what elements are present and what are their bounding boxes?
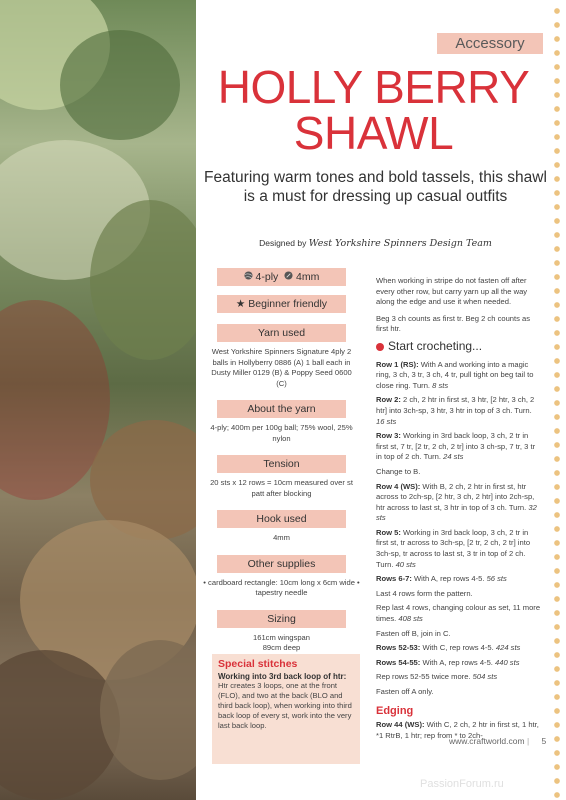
- row-text: With A, rep rows 4-5.: [413, 574, 487, 584]
- row-text: Working in 3rd back loop, 3 ch, 2 tr in first st, 7 tr, [2 tr, 2 ch, 2 tr] into 3 ch-sp, 7 tr, 3 tr in top of 2 ch. Turn.: [376, 431, 536, 462]
- section-label-tension: Tension: [217, 455, 346, 473]
- pattern-row: [376, 431, 541, 463]
- row-stitch-count: 32 sts: [376, 502, 537, 523]
- page-title: [201, 61, 546, 159]
- row-stitch-count: 16 sts: [376, 416, 397, 426]
- row-label: Rows 54-55:: [376, 657, 423, 667]
- special-heading: Special stitches: [218, 658, 298, 670]
- ply-value: 4-ply: [255, 271, 279, 283]
- row-text: Rep rows 52-55 twice more.: [376, 672, 473, 682]
- pattern-row: [376, 658, 541, 669]
- bullet-icon: [376, 343, 384, 351]
- row-label: Row 44 (WS):: [376, 720, 427, 730]
- level-pill: [217, 295, 346, 313]
- row-stitch-count: 40 sts: [395, 559, 416, 569]
- pattern-row: [376, 643, 541, 654]
- row-stitch-count: 440 sts: [495, 657, 520, 667]
- row-label: Rows 52-53:: [376, 643, 423, 653]
- section-label-about: About the yarn: [217, 400, 346, 418]
- row-label: Rows 6-7:: [376, 574, 414, 584]
- pattern-row: [376, 467, 541, 478]
- row-text: Last 4 rows form the pattern.: [376, 588, 473, 598]
- title-line-1: HOLLY BERRY: [217, 61, 530, 113]
- row-text: Fasten off B, join in C.: [376, 628, 451, 638]
- footer-site: www.craftworld.com: [449, 736, 525, 746]
- hook-icon: [284, 268, 293, 286]
- dot-border: [548, 0, 566, 800]
- footer: www.craftworld.com | 5: [449, 736, 547, 746]
- intro-note-2: Beg 3 ch counts as first tr. Beg 2 ch counts as first htr.: [376, 313, 531, 334]
- pattern-row: [376, 395, 541, 427]
- yarn-ball-icon: [244, 268, 253, 286]
- pattern-row: [376, 574, 541, 585]
- special-bold: Working into 3rd back loop of htr:: [218, 672, 347, 681]
- shawl-photo: [0, 0, 196, 800]
- byline-prefix: Designed by: [259, 238, 307, 248]
- row-text: Fasten off A only.: [376, 687, 434, 696]
- hook-size-value: 4mm: [296, 271, 320, 283]
- row-label: Row 4 (WS):: [376, 481, 423, 491]
- pattern-row: [376, 603, 541, 624]
- star-icon: ★: [235, 298, 246, 310]
- intro-text: Featuring warm tones and bold tassels, this shawl is a must for dressing up casual outfits: [204, 169, 547, 205]
- section-label-hook: Hook used: [217, 510, 346, 528]
- row-text: Change to B.: [376, 466, 421, 476]
- special-text: Htr creates 3 loops, one at the front (FLO), and two at the back (BLO and third back loop), when working into third back loop of every st, work into the very last back loop.: [218, 681, 352, 730]
- row-label: Row 2:: [376, 395, 404, 405]
- pattern-row: [376, 629, 541, 640]
- start-heading-text: Start crocheting...: [388, 338, 483, 353]
- row-text: With A and working into a magic ring, 3 ch, 3 tr, 3 ch, 4 tr, pull tight on beg tail to close ring. Turn.: [376, 359, 534, 390]
- start-heading: [376, 338, 541, 353]
- edging-heading: Edging: [376, 704, 414, 717]
- section-text-sizing: 161cm wingspan 89cm deep: [253, 632, 310, 652]
- row-text: With A, rep rows 4-5.: [422, 657, 496, 667]
- section-label-sizing: Sizing: [217, 610, 346, 628]
- section-text-hook: 4mm: [273, 533, 290, 542]
- row-text: With C, rep rows 4-5.: [422, 643, 496, 653]
- pattern-row: [376, 528, 541, 570]
- row-text: With B, 2 ch, 2 htr in first st, htr across to 2ch-sp, [2 htr, 3 ch, 2 htr] into 2ch-sp, htr across to last st, 3 htr in top of 3 ch. Turn.: [376, 481, 535, 512]
- section-text-tension: 20 sts x 12 rows = 10cm measured over st patt after blocking: [210, 478, 353, 498]
- pattern-row: [376, 687, 541, 698]
- row-stitch-count: 424 sts: [495, 643, 521, 653]
- pattern-row: [376, 672, 541, 683]
- row-stitch-count: 24 sts: [443, 452, 464, 462]
- byline-team: West Yorkshire Spinners Design Team: [308, 238, 492, 249]
- section-label-supplies: Other supplies: [217, 555, 346, 573]
- instructions-column: [376, 276, 541, 745]
- row-stitch-count: 408 sts: [398, 614, 423, 624]
- pattern-row: [376, 482, 541, 524]
- row-text: Working in 3rd back loop, 3 ch, 2 tr in first st, tr across to 3ch-sp, [2 tr, 2 ch, 2 tr] into 3ch-sp, tr across to last st, 3 tr in top of 2 ch. Turn.: [376, 527, 531, 569]
- section-text-about: 4-ply; 400m per 100g ball; 75% wool, 25% nylon: [210, 423, 353, 443]
- row-stitch-count: 56 sts: [486, 574, 507, 584]
- pattern-row: [376, 589, 541, 600]
- row-stitch-count: 8 sts: [432, 380, 449, 390]
- watermark: PassionForum.ru: [420, 778, 504, 790]
- byline: [203, 238, 548, 249]
- row-text: 2 ch, 2 htr in first st, 3 htr, [2 htr, 3 ch, 2 htr] into 3ch-sp, 3 htr, 3 htr in top of 3 ch. Turn.: [376, 395, 535, 415]
- title-line-2: SHAWL: [293, 107, 454, 159]
- section-text-yarn: West Yorkshire Spinners Signature 4ply 2 balls in Hollyberry 0886 (A) 1 ball each in Dusty Miller 0129 (B) & Poppy Seed 0600 (C): [211, 347, 352, 388]
- pattern-row: [376, 360, 541, 392]
- specs-pill: [217, 268, 346, 286]
- special-stitches-box: [212, 654, 360, 764]
- row-stitch-count: 504 sts: [472, 672, 498, 682]
- row-list: [376, 360, 541, 698]
- page-number: 5: [541, 736, 547, 746]
- level-value: Beginner friendly: [248, 298, 328, 310]
- row-label: Row 1 (RS):: [376, 359, 421, 369]
- section-text-supplies: • cardboard rectangle: 10cm long x 6cm wide • tapestry needle: [203, 577, 360, 597]
- section-label-yarn: Yarn used: [217, 324, 346, 342]
- row-text: Rep last 4 rows, changing colour as set, 11 more times.: [376, 603, 541, 624]
- info-column: [203, 268, 360, 665]
- row-label: Row 3:: [376, 431, 404, 441]
- intro-note-1: When working in stripe do not fasten off after every other row, but carry yarn up all the way along the edge and use it when needed.: [376, 276, 528, 307]
- row-label: Row 5:: [376, 527, 404, 537]
- category-tag: Accessory: [437, 33, 543, 54]
- row-text: With C, 2 ch, 2 htr in first st, 1 htr, *1 RtrB, 1 htr; rep from * to 2ch-: [376, 720, 539, 740]
